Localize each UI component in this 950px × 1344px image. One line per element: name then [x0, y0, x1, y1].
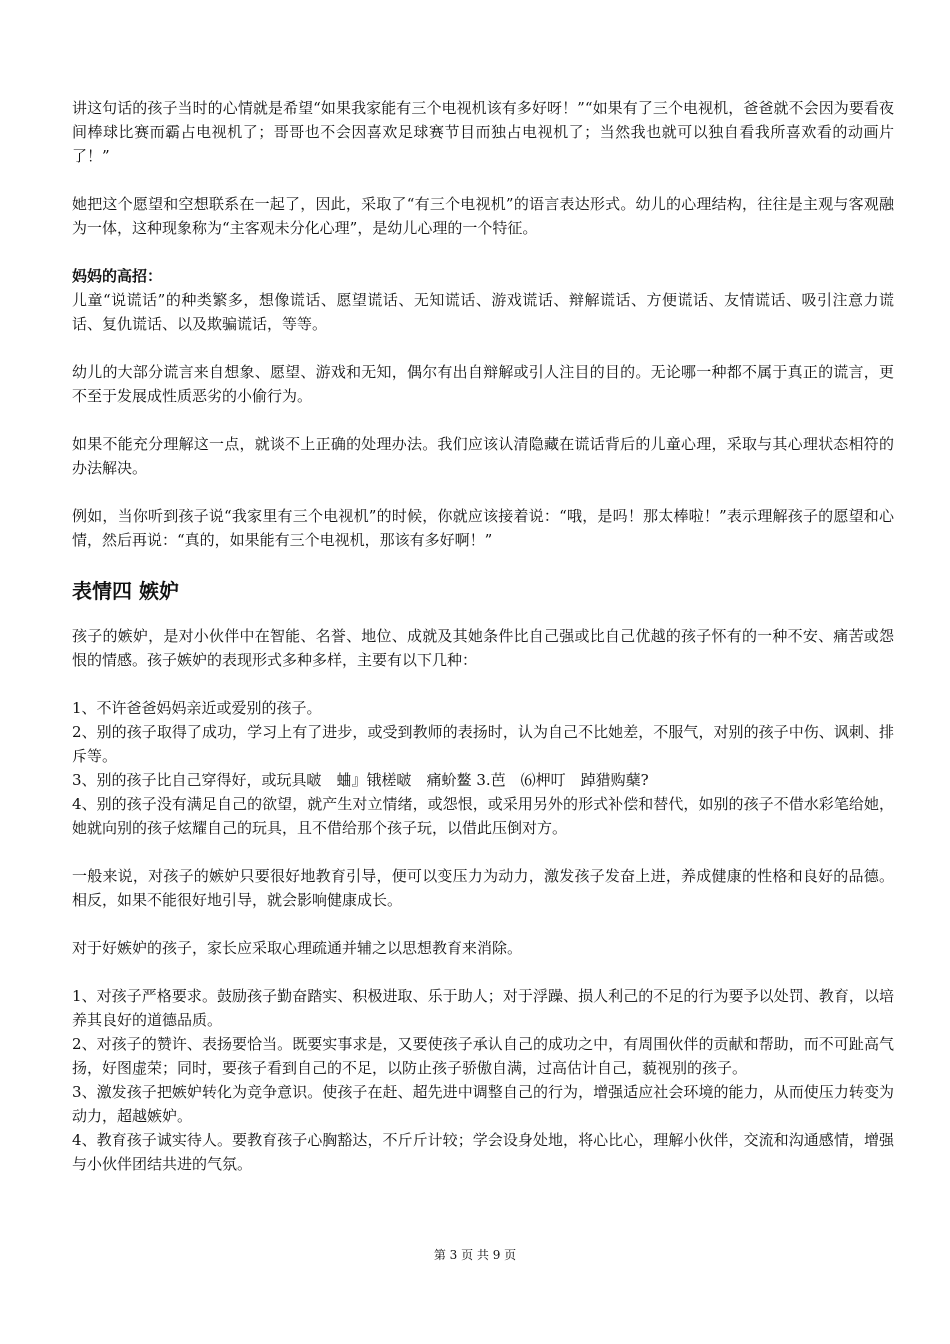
- list-item: 4、别的孩子没有满足自己的欲望，就产生对立情绪，或怨恨，或采用另外的形式补偿和替代，如别的孩子不借水彩笔给她，她就向别的孩子炫耀自己的玩具，且不借给那个孩子玩，以借此压倒对方。: [72, 795, 894, 837]
- paragraph: 儿童“说谎话”的种类繁多，想像谎话、愿望谎话、无知谎话、游戏谎话、辩解谎话、方便谎话、友情谎话、吸引注意力谎话、复仇谎话、以及欺骗谎话，等等。: [72, 291, 894, 333]
- paragraph: 讲这句话的孩子当时的心情就是希望“如果我家能有三个电视机该有多好呀！”“如果有了三个电视机，爸爸就不会因为要看夜间棒球比赛而霸占电视机了；哥哥也不会因喜欢足球赛节目而独占电视机了；当然我也就可以独自看我所喜欢看的动画片了！”: [72, 99, 894, 165]
- page-number-footer: 第 3 页 共 9 页: [433, 1248, 517, 1262]
- paragraph: 她把这个愿望和空想联系在一起了，因此，采取了“有三个电视机”的语言表达形式。幼儿的心理结构，往往是主观与客观融为一体，这种现象称为“主客观未分化心理”，是幼儿心理的一个特征。: [72, 195, 894, 237]
- list-item: 1、对孩子严格要求。鼓励孩子勤奋踏实、积极进取、乐于助人；对于浮躁、损人利己的不足的行为要予以处罚、教育，以培养其良好的道德品质。: [72, 987, 894, 1029]
- paragraph: 如果不能充分理解这一点，就谈不上正确的处理办法。我们应该认清隐藏在谎话背后的儿童心理，采取与其心理状态相符的办法解决。: [72, 435, 894, 477]
- list-item: 1、不许爸爸妈妈亲近或爱别的孩子。: [72, 699, 322, 717]
- subheading-mom-tips: 妈妈的高招：: [72, 267, 163, 285]
- list-item: 2、别的孩子取得了成功，学习上有了进步，或受到教师的表扬时，认为自己不比她差，不服气，对别的孩子中伤、讽刺、排斥等。: [72, 723, 894, 765]
- list-item: 2、对孩子的赞许、表扬要恰当。既要实事求是，又要使孩子承认自己的成功之中，有周围伙伴的贡献和帮助，而不可趾高气扬，好图虚荣；同时，要孩子看到自己的不足，以防止孩子骄傲自满，过高估计自己，藐视别的孩子。: [72, 1035, 894, 1077]
- paragraph: 例如，当你听到孩子说“我家里有三个电视机”的时候，你就应该接着说：“哦，是吗！那太棒啦！”表示理解孩子的愿望和心情，然后再说：“真的，如果能有三个电视机，那该有多好啊！”: [72, 507, 894, 549]
- paragraph: 一般来说，对孩子的嫉妒只要很好地教育引导，便可以变压力为动力，激发孩子发奋上进，养成健康的性格和良好的品德。相反，如果不能很好地引导，就会影响健康成长。: [72, 867, 894, 909]
- list-item: 4、教育孩子诚实待人。要教育孩子心胸豁达，不斤斤计较；学会设身处地，将心比心，理解小伙伴，交流和沟通感情，增强与小伙伴团结共进的气氛。: [72, 1131, 894, 1173]
- list-item: 3、别的孩子比自己穿得好，或玩具啵 蛐』锇槎啵 痛蚧鳌 3.芭 ⑹柙叮 踔猎购蘖?: [72, 771, 649, 789]
- document-page: [72, 96, 894, 1176]
- paragraph: 幼儿的大部分谎言来自想象、愿望、游戏和无知，偶尔有出自辩解或引人注目的目的。无论哪一种都不属于真正的谎言，更不至于发展成性质恶劣的小偷行为。: [72, 363, 894, 405]
- list-item: 3、激发孩子把嫉妒转化为竞争意识。使孩子在赶、超先进中调整自己的行为，增强适应社会环境的能力，从而使压力转变为动力，超越嫉妒。: [72, 1083, 894, 1125]
- section-title: 表情四 嫉妒: [72, 579, 179, 603]
- paragraph: 孩子的嫉妒，是对小伙伴中在智能、名誉、地位、成就及其她条件比自己强或比自己优越的孩子怀有的一种不安、痛苦或怨恨的情感。孩子嫉妒的表现形式多种多样，主要有以下几种：: [72, 627, 894, 669]
- paragraph: 对于好嫉妒的孩子，家长应采取心理疏通并辅之以思想教育来消除。: [72, 939, 523, 957]
